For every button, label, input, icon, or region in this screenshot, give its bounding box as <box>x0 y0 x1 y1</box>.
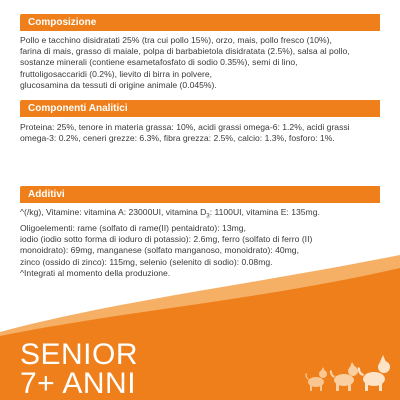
additivi-header: Additivi <box>20 186 380 203</box>
dog-icons <box>302 352 392 392</box>
additivi-line-vitamine: ^(/kg), Vitamine: vitamina A: 23000UI, vitamina $D_3$: 1100UI, vitamina E: 135mg. <box>20 207 320 220</box>
additivi-line-iodio: iodio (iodio sotto forma di ioduro di potassio): 2.6mg, ferro (solfato di ferro (II) <box>20 234 313 245</box>
dog-large-icon <box>358 355 390 391</box>
componenti-analitici-text: Proteina: 25%, tenore in materia grassa: 10%, acidi grassi omega-6: 1.2%, acidi grassi omega-3: 0.2%, ceneri grezze: 6.3%, fibra grezza: 2.5%, calcio: 1.3%, fosforo: 1%. <box>20 122 350 144</box>
additivi-line-zinco: zinco (ossido di zinco): 115mg, selenio (selenito di sodio): 0.08mg. <box>20 256 273 267</box>
composizione-header: Composizione <box>20 14 380 31</box>
additivi-line-oligoelementi: Oligoelementi: rame (solfato di rame(II) pentaidrato): 13mg, <box>20 222 246 233</box>
dog-small-icon <box>305 367 327 391</box>
footer-title-senior: SENIOR <box>20 338 139 371</box>
footer-title-age: 7+ ANNI <box>20 367 137 400</box>
additivi-text <box>20 207 385 279</box>
componenti-analitici-header: Componenti Analitici <box>20 100 380 117</box>
dog-medium-icon <box>330 362 358 391</box>
additivi-line-nota: ^Integrati al momento della produzione. <box>20 267 171 278</box>
additivi-line-monoidrato: monoidrato): 69mg, manganese (solfato manganoso, monoidrato): 40mg, <box>20 245 299 256</box>
composizione-text: Pollo e tacchino disidratati 25% (tra cui pollo 15%), orzo, mais, pollo fresco (10%), farina di mais, grasso di maiale, polpa di barbabietola disidratata (2.5%), salsa al pollo, sostanze minerali (contiene esametafosfato di sodio 0.35%), semi di lino, fruttoligosaccaridi (0.2%), lievito di birra in polvere, glucosamina da tessuti di origine animale (0.045%). <box>20 35 350 90</box>
